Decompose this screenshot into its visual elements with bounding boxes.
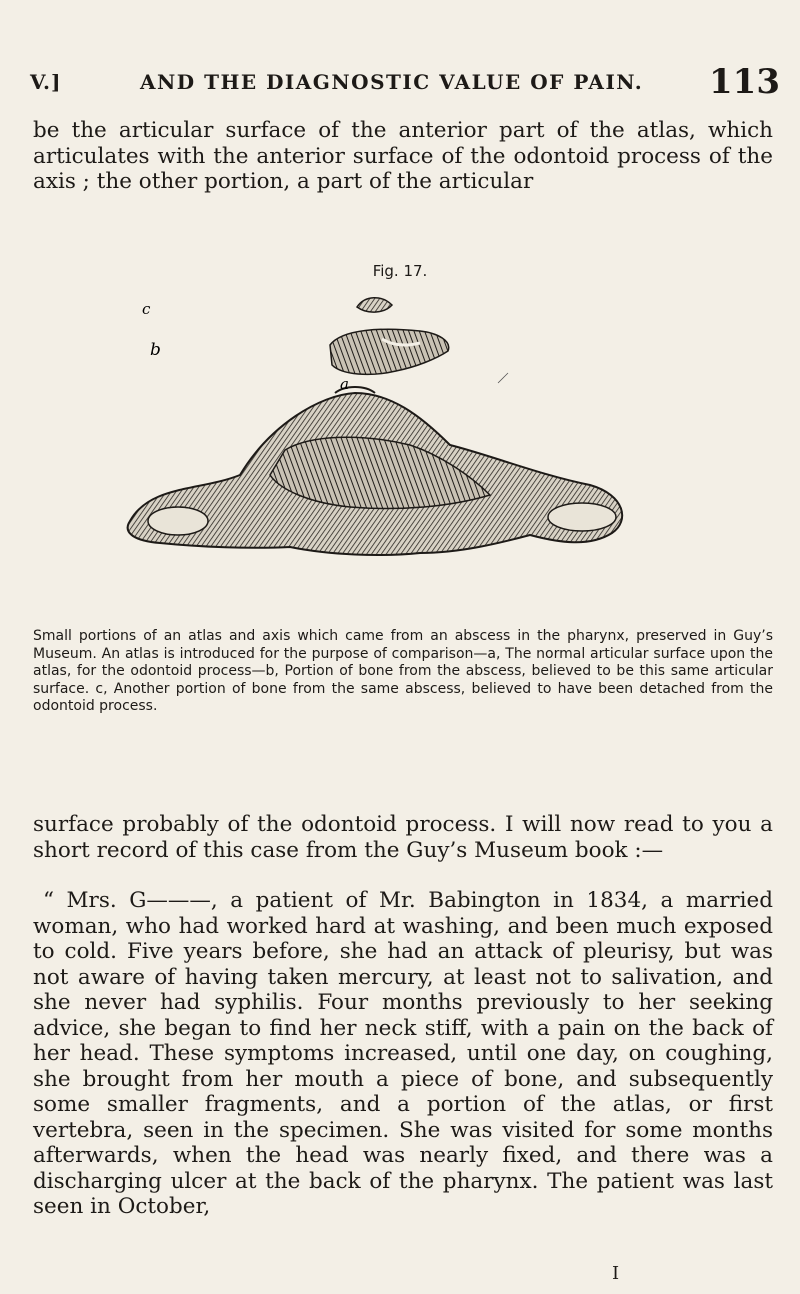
figure-caption: Small portions of an atlas and axis which came from an abscess in the pharynx, preserved in Guy’s Museum. An atlas is introduced for the purpose of comparison—a, The normal articular surface upon the atlas, for the odontoid process—b, Portion of bone from the abscess, believed to be this same articular surface. c, Another portion of bone from the same abscess, believed to have been detached from the odontoid process. xyxy=(33,628,773,714)
label-c: c xyxy=(142,300,151,318)
paragraph-middle: surface probably of the odontoid process. I will now read to you a short record of this case from the Guy’s Museum book :— xyxy=(33,812,773,863)
label-a: a xyxy=(340,375,349,393)
paragraph-quote: “ Mrs. G———, a patient of Mr. Babington in 1834, a married woman, who had worked hard at washing, and been much exposed to cold. Five years before, she had an attack of pleurisy, but was not aware of having taken mercury, at least not to salivation, and she never had syphilis. Four months previously to her seeking advice, she began to find her neck stiff, with a pain on the back of her head. These symptoms increased, until one day, on coughing, she brought from her mouth a piece of bone, and subsequently some smaller fragments, and a portion of the atlas, or first vertebra, seen in the specimen. She was visited for some months afterwards, when the head was nearly fixed, and there was a discharging ulcer at the back of the pharynx. The patient was last seen in October, xyxy=(33,888,773,1219)
bone-fragments-engraving xyxy=(120,285,640,615)
running-header xyxy=(30,62,780,102)
chapter-number: V.] xyxy=(30,70,62,94)
signature-mark: I xyxy=(612,1263,620,1284)
label-b: b xyxy=(150,340,161,360)
figure-label: Fig. 17. xyxy=(372,262,428,280)
atlas-vertebra xyxy=(128,387,623,555)
page-number: 113 xyxy=(709,62,780,102)
paragraph-top: be the articular surface of the anterior part of the atlas, which articulates with the anterior surface of the odontoid process of the axis ; the other portion, a part of the articular xyxy=(33,118,773,194)
running-title: AND THE DIAGNOSTIC VALUE OF PAIN. xyxy=(140,70,644,94)
fragment-c xyxy=(357,298,392,312)
figure-illustration xyxy=(120,285,640,615)
fragment-b xyxy=(330,329,449,374)
